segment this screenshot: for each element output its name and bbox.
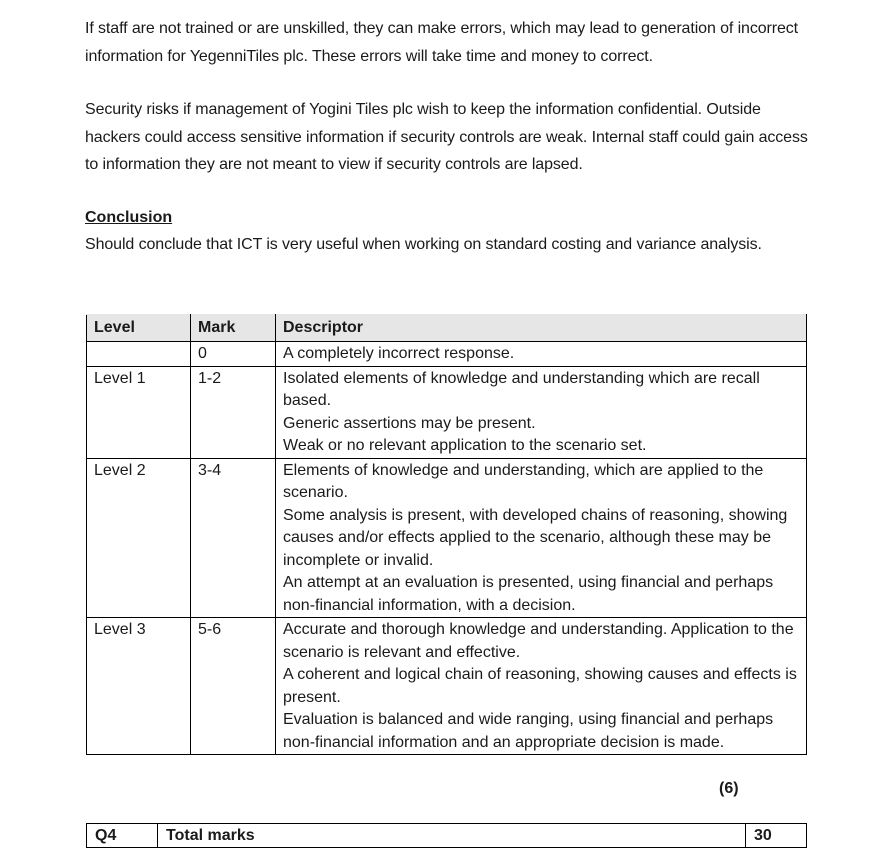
header-level: Level bbox=[87, 315, 191, 342]
descriptor-line: A completely incorrect response. bbox=[283, 345, 515, 362]
descriptor-cell bbox=[276, 342, 807, 367]
descriptor-line: Generic assertions may be present. bbox=[283, 414, 536, 432]
total-row bbox=[87, 824, 807, 848]
descriptor-line: Accurate and thorough knowledge and understanding. Application to the scenario is relevant and effective. bbox=[283, 621, 794, 661]
level-cell: Level 2 bbox=[87, 458, 191, 618]
descriptor-cell bbox=[276, 366, 807, 458]
descriptor-line: Some analysis is present, with developed chains of reasoning, showing causes and/or effects applied to the scenario, although these may be incomplete or invalid. bbox=[283, 506, 788, 569]
total-label: Total marks bbox=[158, 824, 746, 848]
mark-cell: 1-2 bbox=[191, 366, 276, 458]
paragraph-staff-errors: If staff are not trained or are unskilled, they can make errors, which may lead to generation of incorrect information for YegenniTiles plc. These errors will take time and money to correct. bbox=[85, 20, 799, 65]
table-row bbox=[87, 618, 807, 755]
descriptor-line: An attempt at an evaluation is presented, using financial and perhaps non-financial information, with a decision. bbox=[283, 574, 774, 614]
descriptor-line: Weak or no relevant application to the scenario set. bbox=[283, 437, 647, 454]
level-cell bbox=[87, 342, 191, 367]
descriptor-cell bbox=[276, 458, 807, 618]
level-cell: Level 3 bbox=[87, 618, 191, 755]
descriptor-cell bbox=[276, 618, 807, 755]
conclusion-heading: Conclusion bbox=[85, 209, 173, 226]
total-value: 30 bbox=[746, 824, 807, 848]
table-row bbox=[87, 342, 807, 367]
table-row bbox=[87, 458, 807, 618]
header-descriptor: Descriptor bbox=[276, 315, 807, 342]
paragraph-security-risks: Security risks if management of Yogini Tiles plc wish to keep the information confidential. Outside hackers could access sensitive information if security controls are weak. Internal staff could gain access to information they are not meant to view if security controls are lapsed. bbox=[85, 101, 808, 173]
header-mark: Mark bbox=[191, 315, 276, 342]
level-cell: Level 1 bbox=[87, 366, 191, 458]
conclusion-text: Should conclude that ICT is very useful when working on standard costing and variance analysis. bbox=[85, 236, 762, 253]
marking-rubric-table bbox=[86, 314, 807, 755]
question-number: Q4 bbox=[87, 824, 158, 848]
descriptor-line: Elements of knowledge and understanding, which are applied to the scenario. bbox=[283, 461, 764, 501]
descriptor-line: Evaluation is balanced and wide ranging, using financial and perhaps non-financial information and an appropriate decision is made. bbox=[283, 711, 774, 751]
table-header-row bbox=[87, 315, 807, 342]
descriptor-line: A coherent and logical chain of reasoning, showing causes and effects is present. bbox=[283, 666, 797, 706]
mark-cell: 3-4 bbox=[191, 458, 276, 618]
mark-cell: 5-6 bbox=[191, 618, 276, 755]
descriptor-line: Isolated elements of knowledge and understanding which are recall based. bbox=[283, 369, 760, 409]
total-marks-table bbox=[86, 823, 807, 848]
table-row bbox=[87, 366, 807, 458]
mark-cell: 0 bbox=[191, 342, 276, 367]
part-marks: (6) bbox=[719, 780, 739, 797]
